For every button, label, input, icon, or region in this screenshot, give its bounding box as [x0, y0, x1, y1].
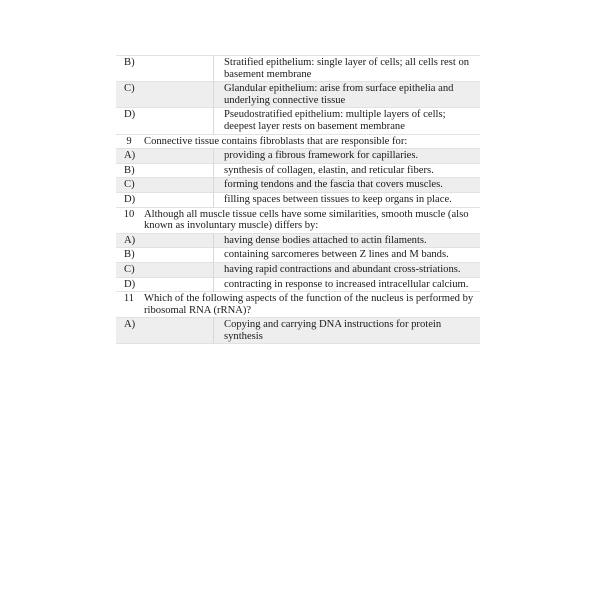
option-text: Glandular epithelium: arise from surface epithelia and underlying connective tissue	[214, 82, 481, 108]
option-text: containing sarcomeres between Z lines and M bands.	[214, 248, 481, 263]
option-letter: A)	[116, 149, 214, 164]
option-letter: C)	[116, 82, 214, 108]
option-text: contracting in response to increased intracellular calcium.	[214, 277, 481, 292]
option-text: providing a fibrous framework for capillaries.	[214, 149, 481, 164]
option-letter: D)	[116, 108, 214, 134]
answer-option-row	[116, 192, 480, 207]
question-text: Which of the following aspects of the function of the nucleus is performed by ribosomal RNA (rRNA)?	[140, 292, 480, 318]
answer-option-row	[116, 56, 480, 82]
question-number: 11	[116, 292, 140, 318]
question-table	[116, 55, 480, 344]
option-letter: B)	[116, 56, 214, 82]
answer-option-row	[116, 318, 480, 344]
option-text: synthesis of collagen, elastin, and reticular fibers.	[214, 163, 481, 178]
answer-option-row	[116, 108, 480, 134]
option-text: filling spaces between tissues to keep organs in place.	[214, 192, 481, 207]
option-text: having dense bodies attached to actin filaments.	[214, 233, 481, 248]
question-rows	[116, 56, 480, 344]
option-letter: C)	[116, 178, 214, 193]
answer-option-row	[116, 178, 480, 193]
option-text: having rapid contractions and abundant cross-striations.	[214, 262, 481, 277]
question-text: Although all muscle tissue cells have some similarities, smooth muscle (also known as involuntary muscle) differs by:	[140, 207, 480, 233]
option-text: Pseudostratified epithelium: multiple layers of cells; deepest layer rests on basement membrane	[214, 108, 481, 134]
option-text: Copying and carrying DNA instructions for protein synthesis	[214, 318, 481, 344]
answer-option-row	[116, 149, 480, 164]
option-letter: B)	[116, 163, 214, 178]
option-letter: A)	[116, 318, 214, 344]
question-row	[116, 292, 480, 318]
option-letter: D)	[116, 192, 214, 207]
option-text: forming tendons and the fascia that covers muscles.	[214, 178, 481, 193]
answer-option-row	[116, 82, 480, 108]
answer-option-row	[116, 233, 480, 248]
option-letter: A)	[116, 233, 214, 248]
option-text: Stratified epithelium: single layer of cells; all cells rest on basement membrane	[214, 56, 481, 82]
answer-option-row	[116, 277, 480, 292]
answer-option-row	[116, 248, 480, 263]
question-row	[116, 207, 480, 233]
option-letter: C)	[116, 262, 214, 277]
answer-option-row	[116, 262, 480, 277]
question-sheet	[116, 55, 480, 344]
option-letter: D)	[116, 277, 214, 292]
answer-option-row	[116, 163, 480, 178]
question-number: 9	[116, 134, 140, 149]
question-number: 10	[116, 207, 140, 233]
question-row	[116, 134, 480, 149]
option-letter: B)	[116, 248, 214, 263]
question-text: Connective tissue contains fibroblasts that are responsible for:	[140, 134, 480, 149]
